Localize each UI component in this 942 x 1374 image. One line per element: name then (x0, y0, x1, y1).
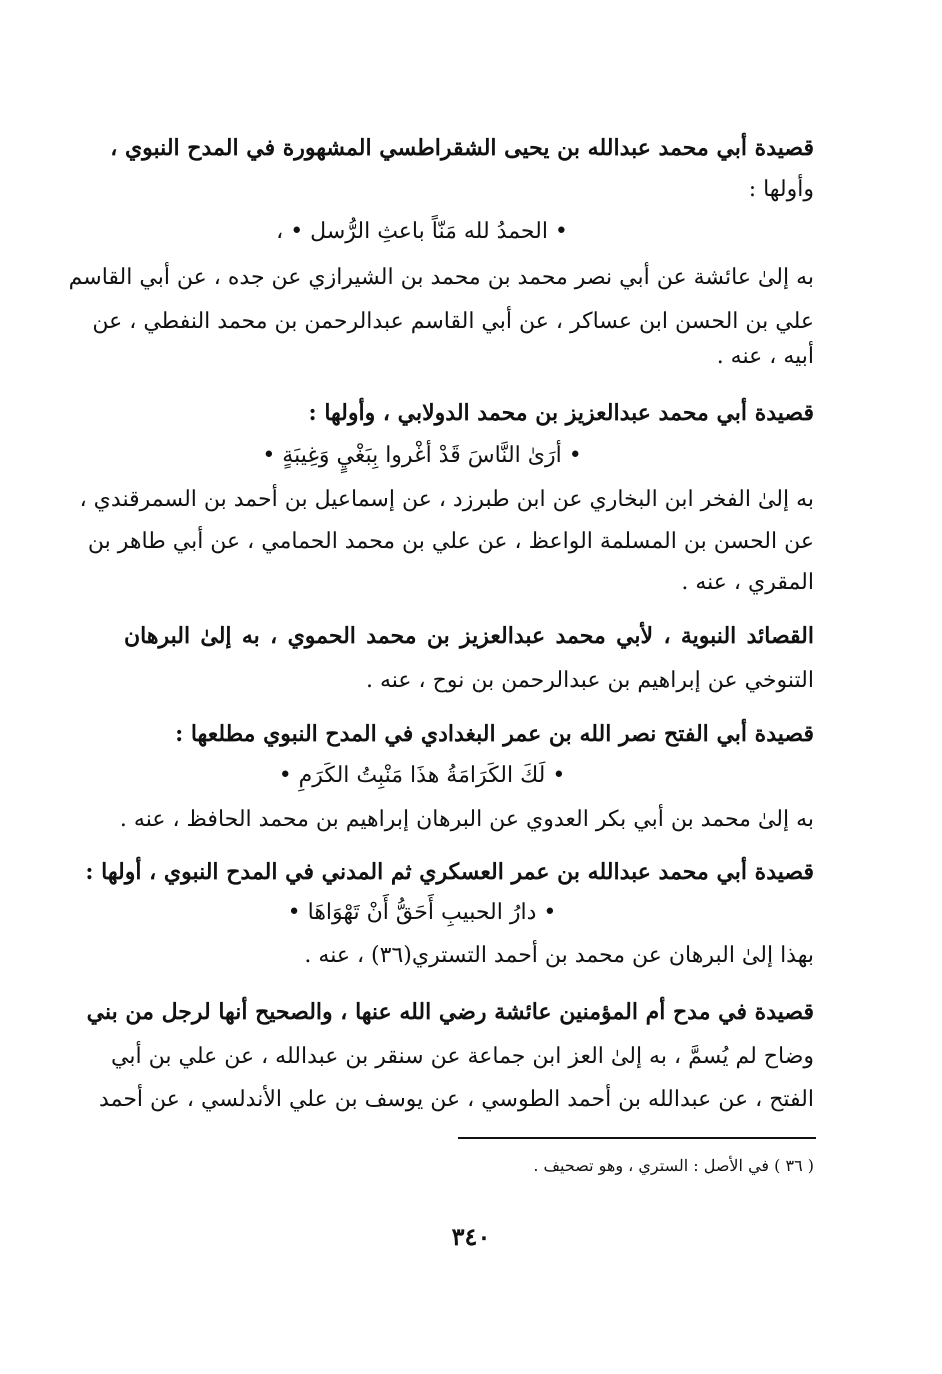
line-2: وأولها : (748, 177, 814, 202)
line-12: القصائد النبوية ، لأبي محمد عبدالعزيز بن محمد الحموي ، به إلىٰ البرهان (124, 623, 814, 649)
line-7: قصيدة أبي محمد عبدالعزيز بن محمد الدولابي ، وأولها : (308, 400, 814, 426)
line-19: بهذا إلىٰ البرهان عن محمد بن أحمد التستري(٣٦) ، عنه . (304, 943, 814, 968)
verse-line-1: • الحمدُ لله مَنّاً باعثِ الرُّسل • ، (276, 219, 568, 244)
line-22: الفتح ، عن عبدالله بن أحمد الطوسي ، عن يوسف بن علي الأندلسي ، عن أحمد (99, 1087, 814, 1112)
line-9: به إلىٰ الفخر ابن البخاري عن ابن طبرزد ، عن إسماعيل بن أحمد بن السمرقندي ، (79, 487, 814, 512)
verse-line-2: • أرَىٰ النَّاسَ قَدْ أغْروا بِبَغْيٍ وَغِيبَةٍ • (262, 443, 582, 468)
line-1: قصيدة أبي محمد عبدالله بن يحيى الشقراطسي المشهورة في المدح النبوي ، (110, 135, 814, 161)
line-16: به إلىٰ محمد بن أبي بكر العدوي عن البرهان إبراهيم بن محمد الحافظ ، عنه . (119, 807, 814, 832)
line-21: وضاح لم يُسمَّ ، به إلىٰ العز ابن جماعة عن سنقر بن عبدالله ، عن علي بن أبي (111, 1044, 814, 1069)
line-11: المقري ، عنه . (681, 570, 814, 595)
line-4: به إلىٰ عائشة عن أبي نصر محمد بن محمد بن الشيرازي عن جده ، عن أبي القاسم (68, 265, 814, 290)
line-5: علي بن الحسن ابن عساكر ، عن أبي القاسم عبدالرحمن بن محمد النفطي ، عن (92, 309, 814, 334)
line-14: قصيدة أبي الفتح نصر الله بن عمر البغدادي في المدح النبوي مطلعها : (175, 721, 814, 747)
verse-line-3: • لَكَ الكَرَامَةُ هذَا مَنْبِتُ الكَرَمِ • (278, 763, 566, 788)
verse-line-4: • دارُ الحبيبِ أَحَقُّ أَنْ تَهْوَاهَا • (287, 900, 557, 925)
line-20: قصيدة في مدح أم المؤمنين عائشة رضي الله عنها ، والصحيح أنها لرجل من بني (86, 999, 814, 1025)
line-10: عن الحسن بن المسلمة الواعظ ، عن علي بن محمد الحمامي ، عن أبي طاهر بن (87, 529, 814, 554)
line-13: التنوخي عن إبراهيم بن عبدالرحمن بن نوح ، عنه . (366, 668, 814, 693)
line-17: قصيدة أبي محمد عبدالله بن عمر العسكري ثم المدني في المدح النبوي ، أولها : (85, 859, 814, 885)
footnote: ( ٣٦ ) في الأصل : الستري ، وهو تصحيف . (533, 1156, 814, 1175)
footnote-separator (458, 1137, 816, 1139)
line-6: أبيه ، عنه . (716, 344, 814, 369)
page-number: ٣٤٠ (451, 1222, 491, 1251)
